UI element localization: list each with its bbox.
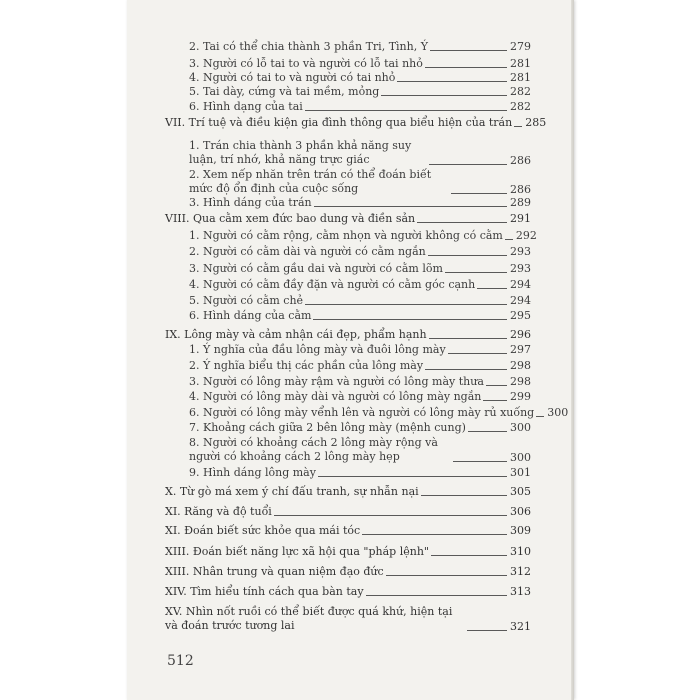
toc-entry-page: 281	[510, 71, 531, 84]
toc-entry	[189, 100, 531, 113]
dot-leader	[421, 495, 507, 496]
dot-leader	[514, 126, 522, 127]
dot-leader	[305, 110, 507, 111]
toc-section-title: XIII. Nhân trung và quan niệm đạo đức	[165, 565, 384, 578]
toc-entry-title: 3. Người có cằm gầu dai và người có cằm lõm	[189, 262, 443, 275]
dot-leader	[381, 95, 507, 96]
toc-entry-page: 286	[510, 183, 531, 196]
toc-section	[165, 116, 547, 129]
dot-leader	[429, 164, 507, 165]
dot-leader	[305, 304, 507, 305]
toc-entry	[189, 262, 531, 275]
dot-leader	[448, 353, 507, 354]
toc-entry-title: 2. Tai có thể chia thành 3 phần Tri, Tình, Ý	[189, 40, 428, 53]
toc-entry-page: 301	[510, 466, 531, 479]
dot-leader	[429, 338, 507, 339]
dot-leader	[467, 630, 507, 631]
toc-entry-title: 6. Người có lông mày vểnh lên và người có lông mày rủ xuống	[189, 406, 535, 419]
toc-entry	[189, 294, 531, 307]
toc-entry-title: 6. Hình dáng của cằm	[189, 309, 312, 322]
toc-section-title: X. Từ gò má xem ý chí đấu tranh, sự nhẫn nại	[165, 485, 419, 498]
dot-leader	[362, 534, 507, 535]
toc-entry-page: 282	[510, 85, 531, 98]
toc-entry	[189, 343, 531, 356]
toc-section-title: XV. Nhìn nốt ruồi có thể biết được quá khứ, hiện tại và đoán trước tương lai	[165, 605, 453, 632]
dot-leader	[453, 461, 507, 462]
toc-section-page: 312	[510, 565, 531, 578]
toc-entry	[189, 309, 531, 322]
toc-entry-title: 3. Người có lỗ tai to và người có lỗ tai nhỏ	[189, 57, 423, 70]
toc-entry	[189, 229, 537, 242]
toc-section-page: 305	[510, 485, 531, 498]
toc-section	[165, 605, 531, 633]
dot-leader	[483, 400, 507, 401]
toc-entry-page: 282	[510, 100, 531, 113]
toc-entry	[189, 139, 531, 167]
dot-leader	[425, 369, 507, 370]
toc-section-title: VII. Trí tuệ và điều kiện gia đình thông qua biểu hiện của trán	[165, 116, 513, 129]
table-of-contents	[127, 0, 574, 700]
dot-leader	[536, 416, 544, 417]
toc-entry	[189, 390, 531, 403]
dot-leader	[397, 81, 507, 82]
toc-entry-title: 8. Người có khoảng cách 2 lông mày rộng và người có khoảng cách 2 lông mày hẹp	[189, 436, 438, 463]
toc-entry-title: 2. Xem nếp nhăn trên trán có thể đoán biết mức độ ổn định của cuộc sống	[189, 168, 432, 195]
dot-leader	[431, 555, 507, 556]
toc-entry-page: 300	[547, 406, 569, 419]
toc-section	[165, 212, 531, 225]
toc-section-page: 291	[510, 212, 531, 225]
toc-entry-page: 300	[510, 451, 531, 464]
toc-entry-page: 298	[510, 375, 531, 388]
toc-entry-title: 2. Người có cằm dài và người có cằm ngắn	[189, 245, 426, 258]
dot-leader	[451, 193, 507, 194]
dot-leader	[313, 319, 507, 320]
toc-entry-page: 293	[510, 245, 531, 258]
toc-entry	[189, 359, 531, 372]
toc-section-title: XIII. Đoán biết năng lực xã hội qua "pháp lệnh"	[165, 545, 429, 558]
toc-section-page: 296	[510, 328, 531, 341]
toc-entry	[189, 85, 531, 98]
toc-section-title: XI. Răng và độ tuổi	[165, 505, 272, 518]
toc-entry-page: 293	[510, 262, 531, 275]
toc-entry-title: 6. Hình dạng của tai	[189, 100, 303, 113]
toc-section-title: XI. Đoán biết sức khỏe qua mái tóc	[165, 524, 361, 537]
toc-entry	[189, 375, 531, 388]
toc-section	[165, 524, 531, 537]
toc-entry-page: 279	[510, 40, 531, 53]
book-page	[127, 0, 574, 700]
toc-entry-title: 4. Người có lông mày dài và người có lông mày ngắn	[189, 390, 482, 403]
toc-section	[165, 328, 531, 341]
toc-entry-page: 289	[510, 196, 531, 209]
toc-entry-page: 286	[510, 154, 531, 167]
toc-section	[165, 545, 531, 558]
toc-entry	[189, 71, 531, 84]
toc-section-page: 310	[510, 545, 531, 558]
toc-section	[165, 565, 531, 578]
toc-entry-title: 7. Khoảng cách giữa 2 bên lông mày (mệnh cung)	[189, 421, 466, 434]
toc-entry-page: 281	[510, 57, 531, 70]
dot-leader	[318, 476, 507, 477]
toc-entry	[189, 436, 531, 464]
dot-leader	[445, 272, 507, 273]
dot-leader	[486, 385, 507, 386]
dot-leader	[314, 206, 507, 207]
toc-entry-title: 4. Người có tai to và người có tai nhỏ	[189, 71, 396, 84]
toc-entry-title: 5. Người có cằm chẻ	[189, 294, 304, 307]
toc-entry-title: 9. Hình dáng lông mày	[189, 466, 316, 479]
toc-entry-title: 5. Tai dày, cứng và tai mềm, mỏng	[189, 85, 380, 98]
toc-section-title: IX. Lông mày và cảm nhận cái đẹp, phẩm hạnh	[165, 328, 427, 341]
dot-leader	[505, 239, 513, 240]
toc-entry	[189, 278, 531, 291]
dot-leader	[428, 255, 507, 256]
page-edge	[571, 0, 574, 700]
toc-entry-page: 297	[510, 343, 531, 356]
toc-entry-page: 292	[515, 229, 537, 242]
toc-section-page: 309	[510, 524, 531, 537]
page-number: 512	[167, 653, 194, 669]
toc-entry-title: 2. Ý nghĩa biểu thị các phần của lông mày	[189, 359, 424, 372]
toc-entry-page: 299	[510, 390, 531, 403]
toc-section-title: XIV. Tìm hiểu tính cách qua bàn tay	[165, 585, 364, 598]
toc-entry-title: 4. Người có cằm đầy đặn và người có cằm góc cạnh	[189, 278, 476, 291]
toc-entry-title: 3. Người có lông mày rậm và người có lông mày thưa	[189, 375, 484, 388]
toc-entry	[189, 40, 531, 53]
dot-leader	[386, 575, 507, 576]
toc-entry	[189, 466, 531, 479]
toc-entry	[189, 421, 531, 434]
toc-entry-page: 300	[510, 421, 531, 434]
toc-entry-title: 1. Người có cằm rộng, cằm nhọn và người không có cằm	[189, 229, 503, 242]
toc-section-page: 306	[510, 505, 531, 518]
dot-leader	[430, 50, 507, 51]
dot-leader	[468, 431, 507, 432]
toc-entry-page: 294	[510, 294, 531, 307]
dot-leader	[417, 222, 507, 223]
toc-entry-page: 294	[510, 278, 531, 291]
toc-entry	[189, 245, 531, 258]
toc-section-page: 313	[510, 585, 531, 598]
toc-section	[165, 485, 531, 498]
dot-leader	[366, 595, 507, 596]
toc-entry	[189, 196, 531, 209]
toc-entry	[189, 168, 531, 196]
toc-entry-title: 3. Hình dáng của trán	[189, 196, 312, 209]
toc-entry-title: 1. Ý nghĩa của đầu lông mày và đuôi lông mày	[189, 343, 446, 356]
toc-entry	[189, 57, 531, 70]
toc-entry	[189, 406, 569, 419]
dot-leader	[425, 67, 507, 68]
toc-section	[165, 585, 531, 598]
dot-leader	[274, 515, 507, 516]
toc-entry-page: 298	[510, 359, 531, 372]
dot-leader	[477, 288, 507, 289]
toc-section-page: 321	[510, 620, 531, 633]
toc-section	[165, 505, 531, 518]
toc-entry-title: 1. Trán chia thành 3 phần khả năng suy luận, trí nhớ, khả năng trực giác	[189, 139, 412, 166]
toc-section-page: 285	[525, 116, 547, 129]
toc-section-title: VIII. Qua cằm xem đức bao dung và điền sản	[165, 212, 416, 225]
toc-entry-page: 295	[510, 309, 531, 322]
